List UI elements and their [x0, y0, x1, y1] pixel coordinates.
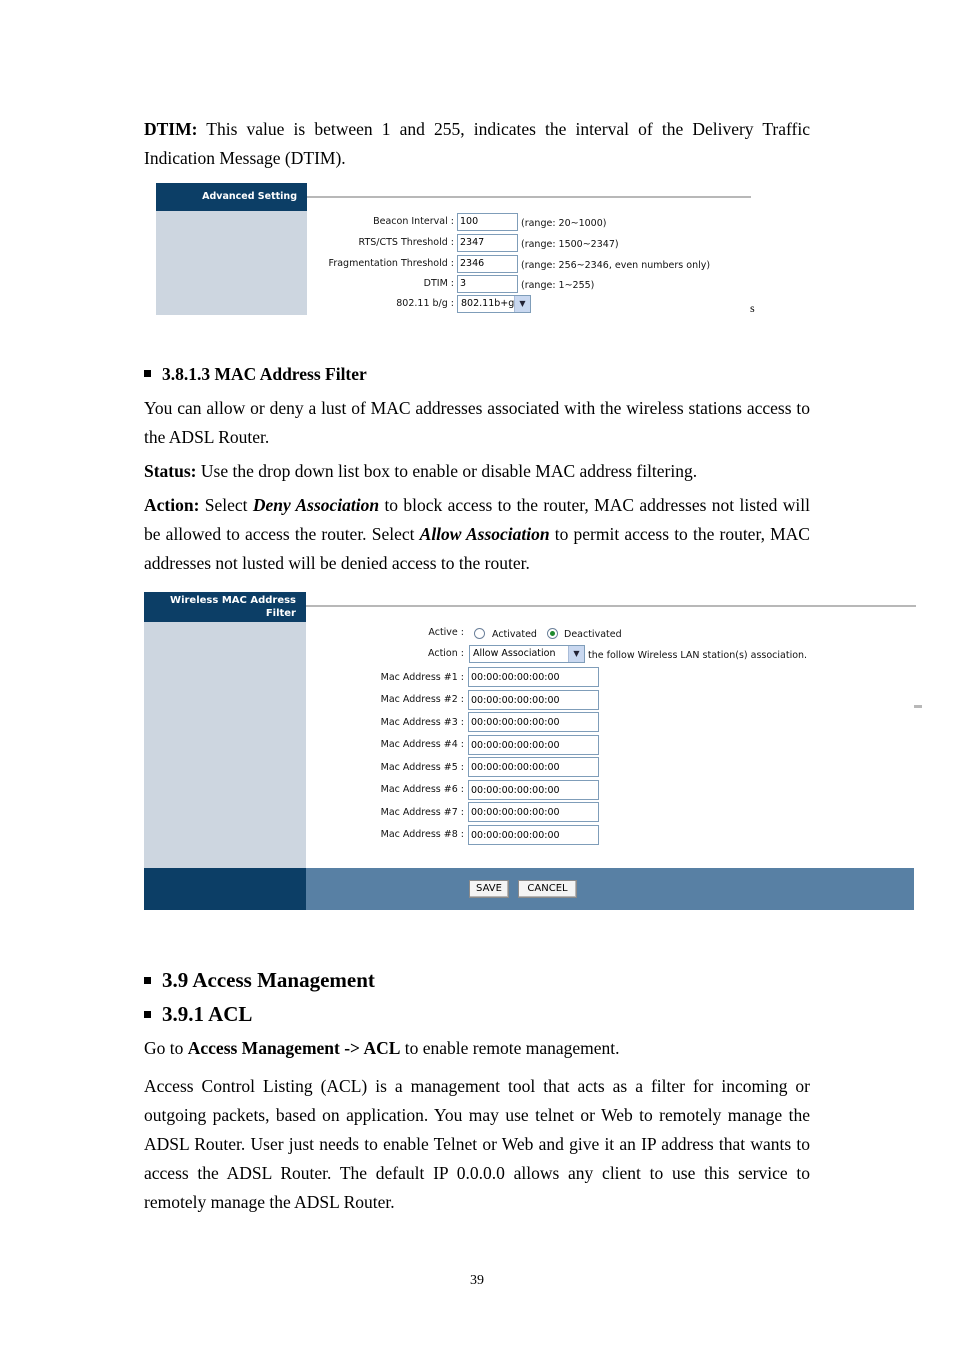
mac-address-2-input[interactable]: 00:00:00:00:00:00 [468, 690, 599, 710]
deny-association-term: Deny Association [252, 495, 380, 515]
rts-threshold-input[interactable]: 2347 [457, 234, 518, 252]
wireless-mac-filter-panel [144, 592, 924, 912]
bullet-square-icon [144, 977, 151, 984]
action-select[interactable] [469, 645, 585, 663]
rts-threshold-label: RTS/CTS Threshold : [358, 237, 454, 248]
dtim-input[interactable]: 3 [457, 275, 518, 293]
allow-association-term: Allow Association [419, 524, 550, 544]
action-label: Action : [428, 648, 464, 659]
mac-address-5-label: Mac Address #5 : [380, 762, 464, 773]
chevron-down-icon[interactable]: ▼ [514, 296, 530, 312]
dtim-paragraph [144, 115, 810, 173]
page-number: 39 [470, 1273, 484, 1288]
action-text-3: to permit access to the router, MAC addresses not lusted will be denied access to the router. [144, 524, 810, 573]
mac-address-3-label: Mac Address #3 : [380, 717, 464, 728]
beacon-interval-input[interactable]: 100 [457, 213, 518, 231]
goto-paragraph [144, 1034, 810, 1063]
status-paragraph [144, 457, 810, 486]
advanced-setting-panel [156, 183, 756, 318]
mac-address-1-input[interactable]: 00:00:00:00:00:00 [468, 667, 599, 687]
activated-label: Activated [492, 629, 537, 640]
beacon-interval-label: Beacon Interval : [373, 216, 454, 227]
access-management-heading-text: 3.9 Access Management [162, 968, 375, 992]
mac-address-7-label: Mac Address #7 : [380, 807, 464, 818]
mode-label: 802.11 b/g : [396, 298, 454, 309]
mac-address-4-label: Mac Address #4 : [380, 739, 464, 750]
fragmentation-threshold-label: Fragmentation Threshold : [328, 258, 454, 269]
scroll-marker [914, 705, 922, 708]
mac-filter-heading [144, 364, 367, 385]
action-select-value: Allow Association [473, 648, 556, 659]
wireless-mac-filter-title [144, 592, 306, 622]
rts-threshold-range: (range: 1500~2347) [521, 239, 619, 250]
beacon-interval-range: (range: 20~1000) [521, 218, 607, 229]
dtim-text: This value is between 1 and 255, indicates the interval of the Delivery Traffic Indication Message (DTIM). [144, 119, 810, 168]
action-text-1: Select [199, 495, 253, 515]
cancel-button[interactable]: CANCEL [518, 880, 577, 898]
status-term: Status: [144, 461, 197, 481]
acl-heading-text: 3.9.1 ACL [162, 1002, 253, 1026]
dtim-label: DTIM : [423, 278, 454, 289]
deactivated-radio[interactable] [547, 628, 558, 639]
mac-address-7-input[interactable]: 00:00:00:00:00:00 [468, 802, 599, 822]
mac-address-6-label: Mac Address #6 : [380, 784, 464, 795]
acl-description: Access Control Listing (ACL) is a management tool that acts as a filter for incoming or outgoing packets, based on application. You may use telnet or Web to remotely manage the ADSL Router. User just needs to enable Telnet or Web and give it an IP address that wants to access the ADSL Router. The default IP 0.0.0.0 allows any client to use this service to remotely manage the ADSL Router. [144, 1076, 810, 1212]
bullet-square-icon [144, 370, 151, 377]
fragmentation-threshold-range: (range: 256~2346, even numbers only) [521, 260, 711, 271]
action-note: the follow Wireless LAN station(s) association. [588, 650, 808, 661]
dtim-term: DTIM: [144, 119, 198, 139]
save-button[interactable]: SAVE [469, 880, 509, 898]
header-rule [307, 196, 751, 198]
active-label: Active : [428, 627, 464, 638]
chevron-down-icon[interactable]: ▼ [568, 646, 584, 662]
stray-character: s [750, 301, 755, 315]
mac-address-8-label: Mac Address #8 : [380, 829, 464, 840]
mac-address-4-input[interactable]: 00:00:00:00:00:00 [468, 735, 599, 755]
dtim-range: (range: 1~255) [521, 280, 595, 291]
action-paragraph [144, 491, 810, 578]
advanced-sidebar [156, 211, 307, 315]
acl-heading [144, 1002, 252, 1027]
mac-address-6-input[interactable]: 00:00:00:00:00:00 [468, 780, 599, 800]
status-text: Use the drop down list box to enable or disable MAC address filtering. [196, 461, 698, 481]
mode-select[interactable] [457, 295, 531, 313]
mac-address-5-input[interactable]: 00:00:00:00:00:00 [468, 757, 599, 777]
mac-address-3-input[interactable]: 00:00:00:00:00:00 [468, 712, 599, 732]
footer-bar [306, 868, 914, 910]
title-line-2: Filter [265, 608, 296, 619]
footer-dark-block [144, 868, 306, 910]
wmac-header-rule [306, 605, 916, 607]
action-text-2: to block access to the router, MAC addresses not listed will be allowed to access the router. Select [144, 495, 810, 544]
advanced-setting-title: Advanced Setting [156, 183, 307, 211]
mac-address-1-label: Mac Address #1 : [380, 672, 464, 683]
bullet-square-icon [144, 1011, 151, 1018]
action-term: Action: [144, 495, 200, 515]
mac-address-2-label: Mac Address #2 : [380, 694, 464, 705]
deactivated-label: Deactivated [564, 629, 622, 640]
goto-path: Access Management -> ACL [187, 1038, 401, 1058]
title-line-1: Wireless MAC Address [170, 595, 296, 606]
fragmentation-threshold-input[interactable]: 2346 [457, 255, 518, 273]
wmac-sidebar [144, 622, 306, 868]
activated-radio[interactable] [474, 628, 485, 639]
goto-text-2: to enable remote management. [400, 1038, 620, 1058]
access-management-heading [144, 968, 375, 993]
mac-filter-intro: You can allow or deny a lust of MAC addresses associated with the wireless stations access to the ADSL Router. [144, 398, 810, 447]
goto-text-1: Go to [144, 1038, 188, 1058]
mac-address-8-input[interactable]: 00:00:00:00:00:00 [468, 825, 599, 845]
mode-select-value: 802.11b+g [461, 298, 515, 309]
mac-filter-heading-text: 3.8.1.3 MAC Address Filter [162, 364, 367, 384]
